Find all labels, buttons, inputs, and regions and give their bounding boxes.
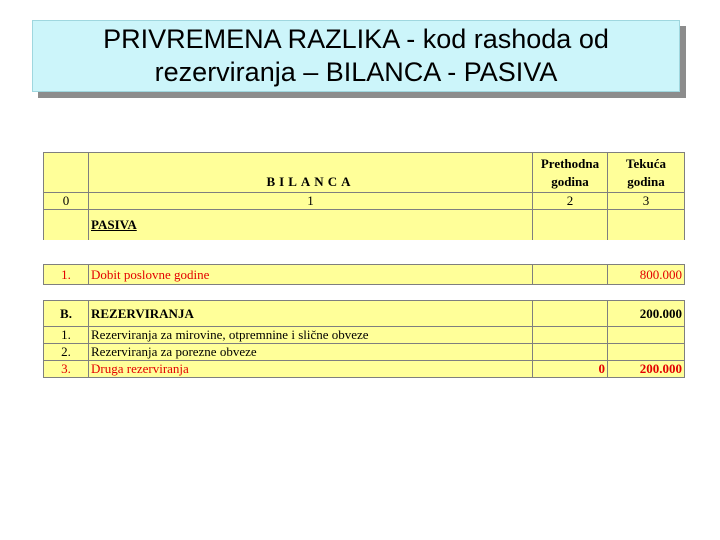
prev-year-line2: godina bbox=[551, 173, 589, 189]
col-num-1: 1 bbox=[89, 193, 533, 210]
profit-num: 1. bbox=[44, 265, 89, 285]
row-curr bbox=[608, 327, 685, 344]
balance-header-table bbox=[43, 152, 685, 240]
col-num-2: 2 bbox=[533, 193, 608, 210]
slide-title bbox=[32, 20, 680, 92]
row-label: Rezerviranja za mirovine, otpremnine i slične obveze bbox=[89, 327, 533, 344]
profit-label: Dobit poslovne godine bbox=[89, 265, 533, 285]
table-row bbox=[44, 327, 685, 344]
reserves-header-row bbox=[44, 301, 685, 327]
title-line-1: PRIVREMENA RAZLIKA - kod rashoda od bbox=[103, 24, 609, 54]
row-curr: 200.000 bbox=[608, 361, 685, 378]
row-prev bbox=[533, 344, 608, 361]
table-row bbox=[44, 344, 685, 361]
table-row bbox=[44, 361, 685, 378]
reserves-table bbox=[43, 300, 685, 378]
reserves-total: 200.000 bbox=[608, 301, 685, 327]
row-num: 2. bbox=[44, 344, 89, 361]
row-num: 3. bbox=[44, 361, 89, 378]
row-num: 1. bbox=[44, 327, 89, 344]
table-row bbox=[44, 265, 685, 285]
column-numbers-row bbox=[44, 193, 685, 210]
row-curr bbox=[608, 344, 685, 361]
pasiva-row bbox=[44, 210, 685, 240]
curr-year-line1: Tekuća bbox=[626, 155, 666, 171]
header-curr-year bbox=[608, 153, 685, 193]
header-prev-year bbox=[533, 153, 608, 193]
curr-year-line2: godina bbox=[627, 173, 665, 189]
header-bilanca: BILANCA bbox=[89, 153, 533, 193]
header-num-cell bbox=[44, 153, 89, 193]
title-line-2: rezerviranja – BILANCA - PASIVA bbox=[154, 57, 558, 87]
reserves-title: REZERVIRANJA bbox=[89, 301, 533, 327]
row-label: Rezerviranja za porezne obveze bbox=[89, 344, 533, 361]
pasiva-label: PASIVA bbox=[89, 210, 533, 240]
row-prev bbox=[533, 327, 608, 344]
reserves-code: B. bbox=[44, 301, 89, 327]
profit-prev bbox=[533, 265, 608, 285]
col-num-0: 0 bbox=[44, 193, 89, 210]
header-row bbox=[44, 153, 685, 193]
profit-curr: 800.000 bbox=[608, 265, 685, 285]
prev-year-line1: Prethodna bbox=[540, 155, 600, 171]
profit-table bbox=[43, 264, 685, 285]
row-prev: 0 bbox=[533, 361, 608, 378]
col-num-3: 3 bbox=[608, 193, 685, 210]
row-label: Druga rezerviranja bbox=[89, 361, 533, 378]
